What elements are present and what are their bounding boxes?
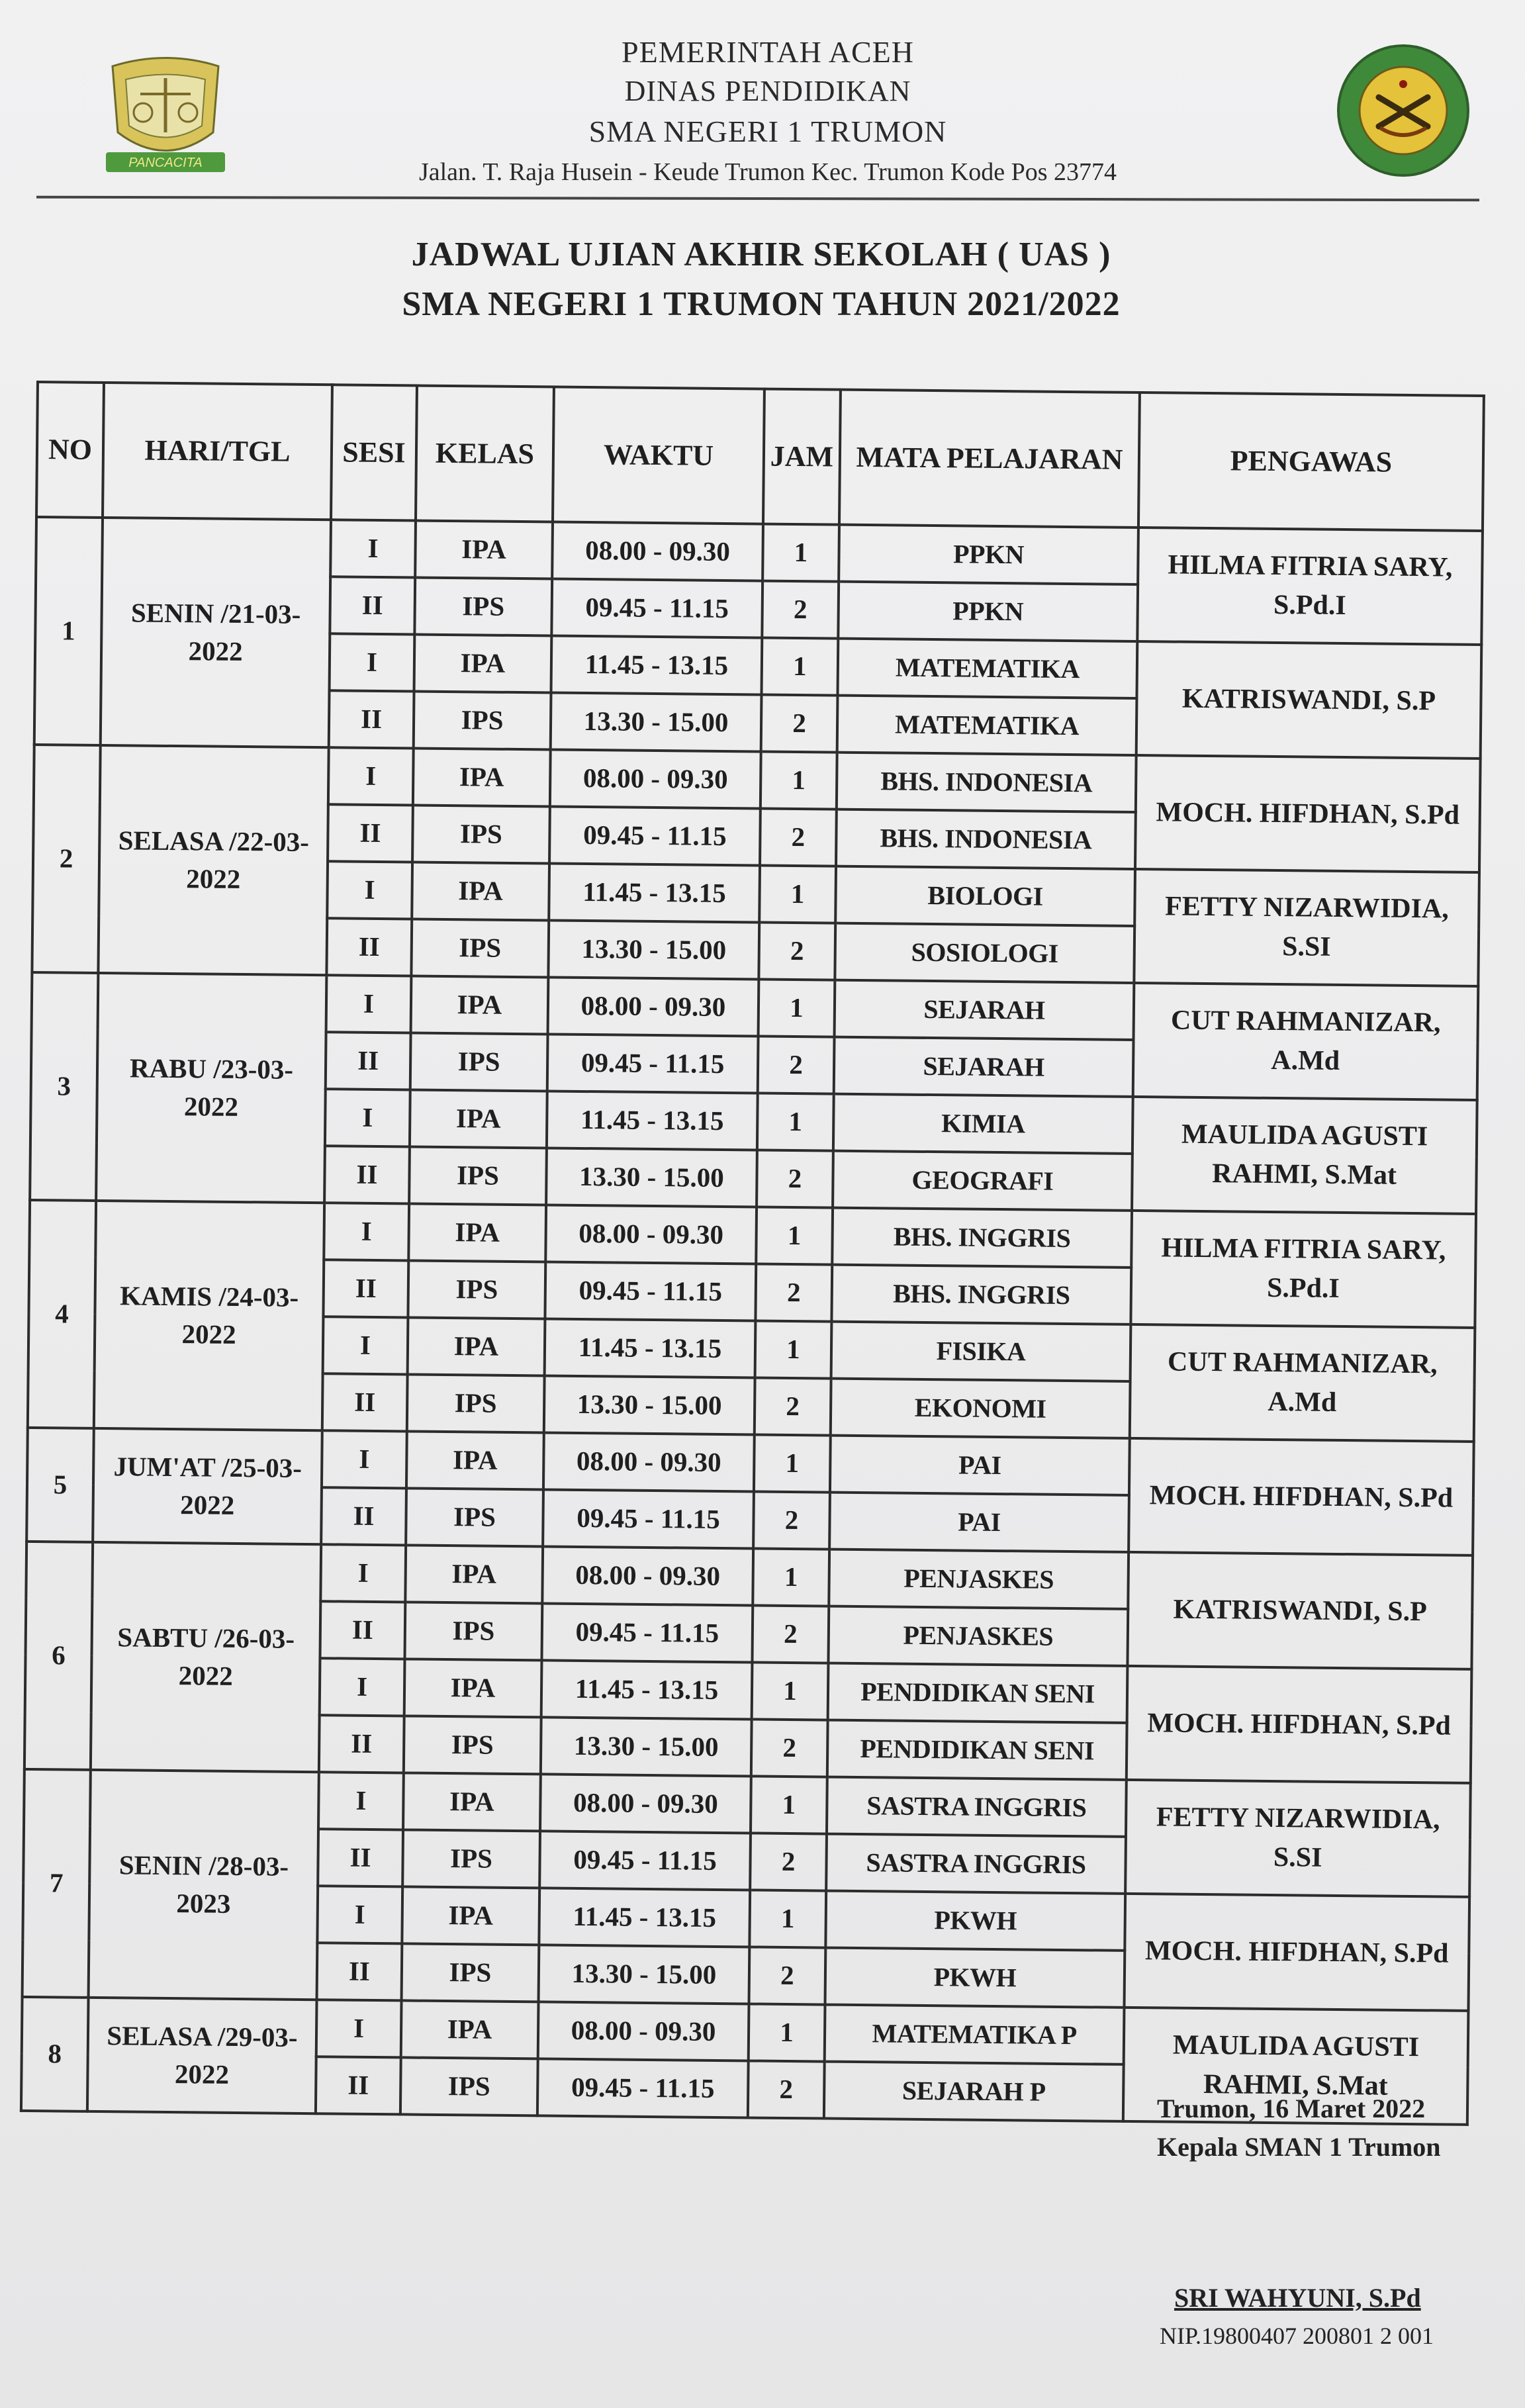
cell-mapel: BHS. INGGRIS: [832, 1208, 1132, 1268]
cell-jam: 1: [749, 2004, 825, 2061]
cell-pengawas: MOCH. HIFDHAN, S.Pd: [1129, 1438, 1474, 1555]
cell-pengawas: KATRISWANDI, S.P: [1136, 641, 1482, 759]
cell-mapel: SASTRA INGGRIS: [827, 1777, 1127, 1837]
cell-kelas: IPA: [408, 1203, 546, 1262]
cell-mapel: PENJASKES: [828, 1606, 1128, 1666]
cell-kelas: IPA: [402, 1886, 539, 1945]
cell-jam: 2: [761, 695, 838, 753]
cell-kelas: IPS: [402, 1829, 540, 1888]
cell-no: 7: [23, 1769, 91, 1998]
cell-kelas: IPA: [406, 1431, 544, 1489]
cell-waktu: 09.45 - 11.15: [541, 1603, 753, 1662]
cell-mapel: PENDIDIKAN SENI: [827, 1720, 1127, 1780]
cell-waktu: 11.45 - 13.15: [541, 1660, 753, 1719]
cell-mapel: SASTRA INGGRIS: [826, 1834, 1126, 1894]
signature-name: SRI WAHYUNI, S.Pd: [1174, 2283, 1421, 2313]
cell-kelas: IPS: [406, 1488, 543, 1546]
cell-sesi: II: [326, 1032, 411, 1089]
cell-kelas: IPS: [404, 1716, 541, 1774]
cell-mapel: BHS. INGGRIS: [831, 1265, 1131, 1324]
header-waktu: WAKTU: [553, 387, 764, 524]
cell-sesi: II: [322, 1373, 408, 1431]
cell-waktu: 11.45 - 13.15: [539, 1888, 750, 1947]
cell-kelas: IPA: [410, 1089, 547, 1148]
logo-left-caption: PANCACITA: [128, 156, 203, 170]
document-subtitle: SMA NEGERI 1 TRUMON TAHUN 2021/2022: [402, 285, 1121, 323]
cell-sesi: II: [319, 1715, 404, 1773]
cell-jam: 2: [749, 1947, 826, 2004]
cell-mapel: PKWH: [825, 1948, 1125, 2008]
cell-mapel: SEJARAH: [834, 1037, 1134, 1097]
cell-mapel: BIOLOGI: [835, 866, 1135, 926]
cell-sesi: II: [321, 1487, 406, 1545]
cell-pengawas: HILMA FITRIA SARY, S.Pd.I: [1137, 528, 1483, 645]
header-jam: JAM: [763, 389, 841, 525]
cell-jam: 1: [759, 866, 836, 923]
cell-waktu: 09.45 - 11.15: [537, 2059, 749, 2117]
cell-mapel: MATEMATIKA: [837, 639, 1137, 698]
cell-waktu: 13.30 - 15.00: [539, 1945, 750, 2004]
cell-no: 1: [34, 517, 103, 745]
header-no: NO: [36, 382, 104, 518]
cell-pengawas: CUT RAHMANIZAR, A.Md: [1130, 1324, 1475, 1442]
cell-sesi: II: [318, 1829, 403, 1886]
cell-kelas: IPA: [408, 1317, 545, 1375]
cell-jam: 2: [753, 1491, 830, 1549]
cell-jam: 2: [750, 1833, 827, 1890]
cell-hari: JUM'AT /25-03-2022: [93, 1428, 322, 1544]
kop-line-government: PEMERINTAH ACEH: [622, 35, 914, 69]
cell-jam: 1: [757, 1093, 834, 1151]
cell-jam: 2: [760, 809, 837, 866]
cell-sesi: II: [328, 804, 413, 862]
signature-role: Kepala SMAN 1 Trumon: [1157, 2132, 1441, 2162]
cell-kelas: IPA: [413, 748, 551, 806]
cell-mapel: FISIKA: [831, 1322, 1131, 1381]
header-mapel: MATA PELAJARAN: [839, 390, 1140, 528]
cell-mapel: PENDIDIKAN SENI: [828, 1663, 1128, 1723]
cell-mapel: MATEMATIKA P: [825, 2005, 1125, 2064]
cell-jam: 1: [749, 1890, 826, 1947]
document-title: JADWAL UJIAN AKHIR SEKOLAH ( UAS ): [411, 236, 1111, 273]
cell-jam: 1: [759, 980, 835, 1037]
kop-divider: [36, 196, 1479, 202]
header-kelas: KELAS: [416, 386, 554, 522]
cell-sesi: I: [318, 1772, 404, 1829]
cell-kelas: IPA: [403, 1773, 541, 1831]
cell-kelas: IPS: [410, 1033, 548, 1091]
header-hari: HARI/TGL: [103, 383, 332, 520]
cell-waktu: 13.30 - 15.00: [544, 1375, 755, 1434]
cell-no: 4: [28, 1200, 96, 1428]
cell-sesi: II: [330, 577, 415, 634]
cell-kelas: IPS: [408, 1260, 545, 1319]
cell-pengawas: MOCH. HIFDHAN, S.Pd: [1135, 755, 1481, 872]
cell-waktu: 08.00 - 09.30: [545, 1205, 757, 1264]
cell-jam: 1: [751, 1776, 827, 1833]
signature-nip: NIP.19800407 200801 2 001: [1160, 2323, 1434, 2349]
cell-kelas: IPA: [401, 2000, 539, 2059]
cell-mapel: PPKN: [838, 582, 1138, 641]
cell-mapel: PAI: [829, 1493, 1129, 1552]
cell-kelas: IPA: [411, 976, 549, 1034]
cell-pengawas: FETTY NIZARWIDIA, S.SI: [1134, 869, 1479, 986]
cell-waktu: 08.00 - 09.30: [538, 2002, 749, 2061]
cell-jam: 2: [751, 1719, 828, 1777]
cell-pengawas: MAULIDA AGUSTI RAHMI, S.Mat: [1132, 1097, 1477, 1214]
cell-jam: 2: [748, 2061, 825, 2118]
cell-sesi: I: [317, 1886, 402, 1943]
cell-mapel: GEOGRAFI: [833, 1151, 1132, 1211]
header-sesi: SESI: [331, 385, 417, 520]
cell-kelas: IPS: [411, 919, 549, 977]
cell-kelas: IPA: [412, 862, 549, 920]
school-emblem-logo: [1334, 43, 1473, 179]
cell-sesi: I: [322, 1430, 407, 1488]
table-header-row: [36, 382, 1484, 531]
cell-pengawas: KATRISWANDI, S.P: [1127, 1552, 1473, 1669]
cell-waktu: 09.45 - 11.15: [545, 1262, 756, 1320]
cell-hari: SENIN /21-03-2022: [101, 518, 331, 747]
cell-waktu: 13.30 - 15.00: [541, 1717, 752, 1776]
cell-sesi: I: [326, 975, 412, 1033]
cell-jam: 1: [752, 1662, 829, 1720]
cell-pengawas: MOCH. HIFDHAN, S.Pd: [1127, 1666, 1472, 1783]
cell-waktu: 09.45 - 11.15: [551, 579, 762, 637]
cell-waktu: 08.00 - 09.30: [550, 749, 761, 808]
cell-waktu: 13.30 - 15.00: [546, 1148, 757, 1207]
cell-jam: 1: [762, 524, 839, 582]
cell-sesi: II: [329, 690, 414, 748]
cell-jam: 1: [754, 1434, 831, 1492]
cell-kelas: IPS: [412, 805, 550, 863]
cell-no: 8: [21, 1997, 89, 2111]
cell-waktu: 11.45 - 13.15: [551, 635, 762, 694]
cell-jam: 1: [755, 1320, 832, 1378]
cell-sesi: II: [323, 1260, 408, 1317]
cell-sesi: I: [320, 1658, 405, 1716]
cell-jam: 2: [758, 1037, 835, 1094]
exam-schedule-table: [20, 381, 1485, 2126]
cell-pengawas: MAULIDA AGUSTI RAHMI, S.Mat: [1123, 2008, 1469, 2125]
cell-kelas: IPS: [402, 1943, 539, 2002]
cell-mapel: BHS. INDONESIA: [836, 810, 1136, 869]
cell-pengawas: HILMA FITRIA SARY, S.Pd.I: [1131, 1211, 1476, 1328]
cell-kelas: IPA: [405, 1545, 543, 1603]
cell-waktu: 09.45 - 11.15: [547, 1034, 759, 1093]
cell-mapel: PAI: [830, 1436, 1130, 1495]
cell-hari: SELASA /29-03-2022: [87, 1998, 317, 2113]
cell-jam: 1: [756, 1207, 833, 1265]
cell-mapel: PENJASKES: [829, 1550, 1129, 1609]
cell-sesi: I: [327, 861, 412, 919]
cell-no: 3: [30, 972, 98, 1201]
cell-kelas: IPA: [415, 521, 553, 579]
signature-place-date: Trumon, 16 Maret 2022: [1157, 2094, 1426, 2123]
cell-sesi: II: [320, 1601, 405, 1659]
cell-sesi: I: [325, 1089, 410, 1146]
cell-sesi: I: [316, 2000, 402, 2057]
cell-mapel: SEJARAH: [835, 980, 1134, 1040]
cell-jam: 2: [759, 923, 835, 980]
kop-line-department: DINAS PENDIDIKAN: [624, 75, 911, 107]
cell-hari: SELASA /22-03-2022: [98, 745, 328, 975]
cell-kelas: IPS: [400, 2057, 538, 2115]
cell-kelas: IPS: [414, 578, 552, 636]
cell-sesi: II: [324, 1146, 410, 1203]
cell-mapel: KIMIA: [833, 1094, 1133, 1154]
cell-sesi: I: [328, 747, 414, 805]
cell-pengawas: MOCH. HIFDHAN, S.Pd: [1124, 1894, 1469, 2011]
cell-pengawas: CUT RAHMANIZAR, A.Md: [1133, 983, 1479, 1100]
cell-mapel: PPKN: [839, 525, 1138, 584]
cell-waktu: 13.30 - 15.00: [551, 692, 762, 751]
cell-hari: RABU /23-03-2022: [96, 973, 326, 1203]
cell-sesi: I: [330, 520, 416, 577]
cell-jam: 1: [761, 752, 837, 810]
cell-waktu: 09.45 - 11.15: [543, 1489, 754, 1548]
cell-kelas: IPS: [409, 1146, 547, 1205]
cell-hari: SENIN /28-03-2023: [89, 1770, 319, 2000]
header-pengawas: PENGAWAS: [1138, 393, 1484, 531]
cell-hari: KAMIS /24-03-2022: [94, 1201, 324, 1430]
cell-waktu: 08.00 - 09.30: [540, 1774, 751, 1833]
cell-waktu: 11.45 - 13.15: [549, 863, 760, 922]
cell-no: 6: [24, 1542, 93, 1770]
cell-waktu: 09.45 - 11.15: [539, 1831, 751, 1890]
cell-waktu: 11.45 - 13.15: [545, 1319, 756, 1377]
cell-mapel: SEJARAH P: [824, 2062, 1124, 2121]
cell-jam: 2: [757, 1150, 833, 1208]
cell-waktu: 08.00 - 09.30: [543, 1432, 755, 1491]
kop-address: Jalan. T. Raja Husein - Keude Trumon Kec. Trumon Kode Pos 23774: [418, 158, 1117, 186]
cell-mapel: SOSIOLOGI: [835, 923, 1134, 983]
cell-waktu: 11.45 - 13.15: [547, 1091, 758, 1150]
cell-waktu: 09.45 - 11.15: [549, 806, 761, 865]
cell-pengawas: FETTY NIZARWIDIA, S.SI: [1125, 1780, 1471, 1897]
cell-kelas: IPS: [404, 1602, 542, 1660]
cell-mapel: MATEMATIKA: [837, 696, 1137, 755]
cell-mapel: PKWH: [825, 1891, 1125, 1951]
cell-mapel: EKONOMI: [831, 1379, 1131, 1438]
cell-jam: 2: [755, 1264, 832, 1321]
aceh-emblem-logo: [99, 53, 232, 179]
cell-mapel: BHS. INDONESIA: [837, 753, 1136, 812]
kop-line-school: SMA NEGERI 1 TRUMON: [588, 115, 947, 148]
cell-sesi: I: [323, 1317, 408, 1374]
cell-kelas: IPS: [407, 1374, 545, 1432]
cell-kelas: IPA: [414, 635, 552, 693]
cell-sesi: I: [324, 1203, 409, 1260]
cell-no: 5: [26, 1428, 94, 1542]
cell-no: 2: [32, 745, 100, 973]
cell-sesi: I: [330, 633, 415, 691]
cell-jam: 2: [752, 1605, 829, 1663]
cell-waktu: 08.00 - 09.30: [552, 522, 763, 580]
cell-sesi: II: [317, 1943, 402, 2000]
cell-kelas: IPS: [414, 691, 551, 749]
cell-jam: 2: [762, 581, 839, 639]
cell-waktu: 08.00 - 09.30: [542, 1546, 753, 1605]
cell-jam: 1: [761, 638, 838, 696]
cell-jam: 1: [753, 1548, 829, 1606]
cell-sesi: II: [326, 918, 412, 976]
cell-jam: 2: [755, 1377, 831, 1435]
table-body: [21, 517, 1483, 2125]
cell-sesi: II: [316, 2057, 401, 2114]
cell-hari: SABTU /26-03-2022: [91, 1542, 321, 1772]
cell-sesi: I: [320, 1544, 406, 1602]
cell-waktu: 08.00 - 09.30: [548, 977, 759, 1036]
cell-kelas: IPA: [404, 1659, 542, 1717]
cell-waktu: 13.30 - 15.00: [548, 920, 759, 979]
